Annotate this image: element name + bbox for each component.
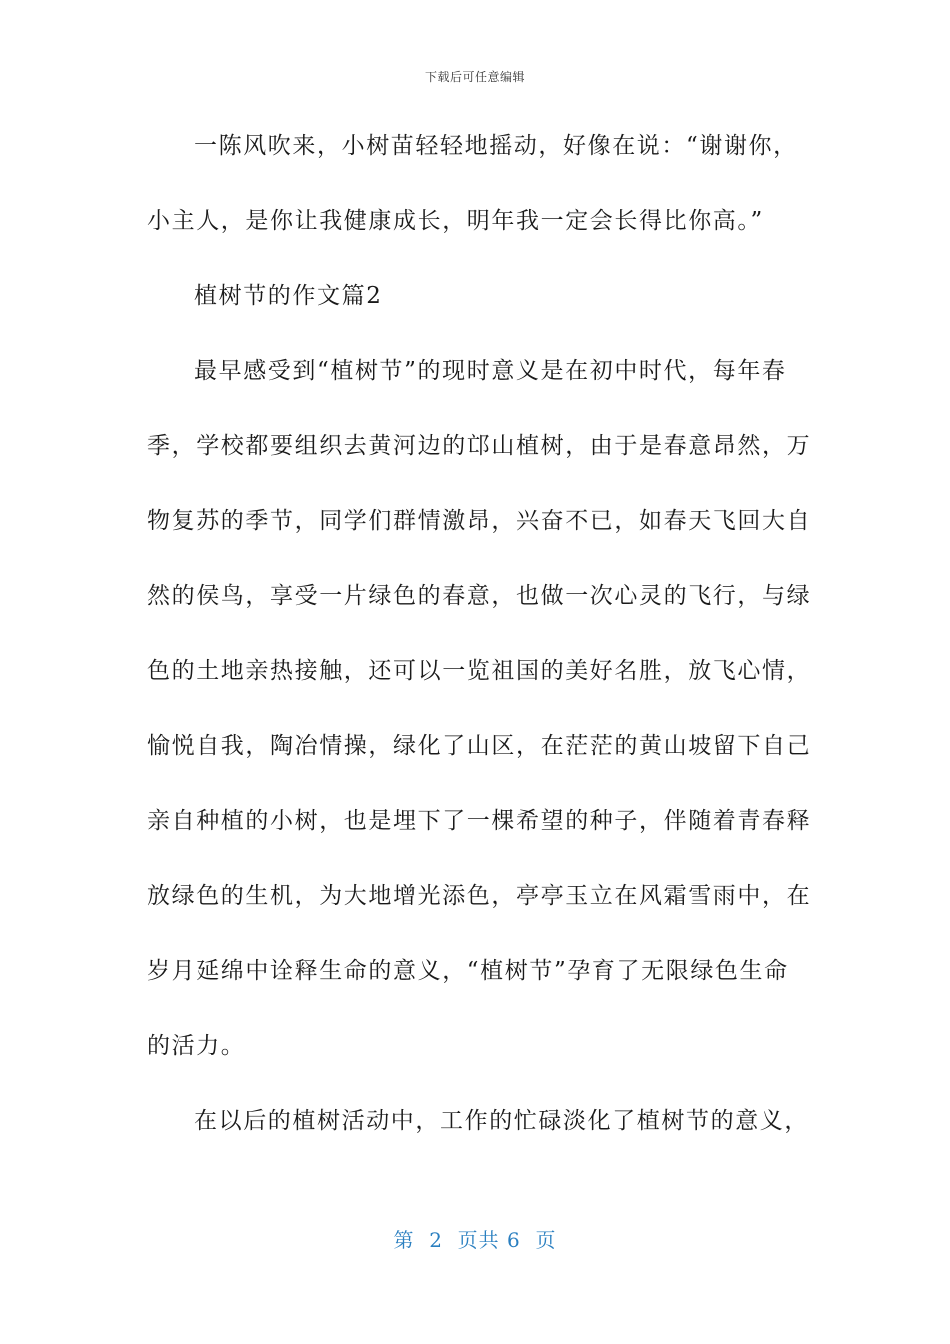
paragraph-1-line-1: 一陈风吹来，小树苗轻轻地摇动，好像在说：“谢谢你， <box>194 133 798 159</box>
paragraph-3-line-4: 然的侯鸟，享受一片绿色的春意，也做一次心灵的飞行，与绿 <box>147 583 812 609</box>
paragraph-3-line-3: 物复苏的季节，同学们群情激昂，兴奋不已，如春天飞回大自 <box>147 508 812 534</box>
paragraph-3-line-6: 愉悦自我，陶冶情操，绿化了山区，在茫茫的黄山坡留下自己 <box>147 733 812 759</box>
page-number-footer: 第 2 页共 6 页 <box>393 1228 557 1252</box>
paragraph-3-line-8: 放绿色的生机，为大地增光添色，亭亭玉立在风霜雪雨中，在 <box>147 883 812 909</box>
paragraph-3-line-9: 岁月延绵中诠释生命的意义，“植树节”孕育了无限绿色生命 <box>147 958 789 984</box>
paragraph-3-line-7: 亲自种植的小树，也是埋下了一棵希望的种子，伴随着青春释 <box>147 808 812 834</box>
paragraph-1-line-2: 小主人，是你让我健康成长，明年我一定会长得比你高。” <box>147 208 764 234</box>
section-title: 植树节的作文篇2 <box>194 283 383 309</box>
paragraph-3-line-10: 的活力。 <box>147 1033 246 1059</box>
paragraph-3-line-1: 最早感受到“植树节”的现时意义是在初中时代，每年春 <box>194 358 787 384</box>
paragraph-4-line-1: 在以后的植树活动中，工作的忙碌淡化了植树节的意义， <box>194 1108 809 1134</box>
paragraph-3-line-5: 色的土地亲热接触，还可以一览祖国的美好名胜，放飞心情， <box>147 658 812 684</box>
page-header: 下载后可任意编辑 <box>424 70 525 84</box>
paragraph-3-line-2: 季，学校都要组织去黄河边的邙山植树，由于是春意昂然，万 <box>147 433 812 459</box>
